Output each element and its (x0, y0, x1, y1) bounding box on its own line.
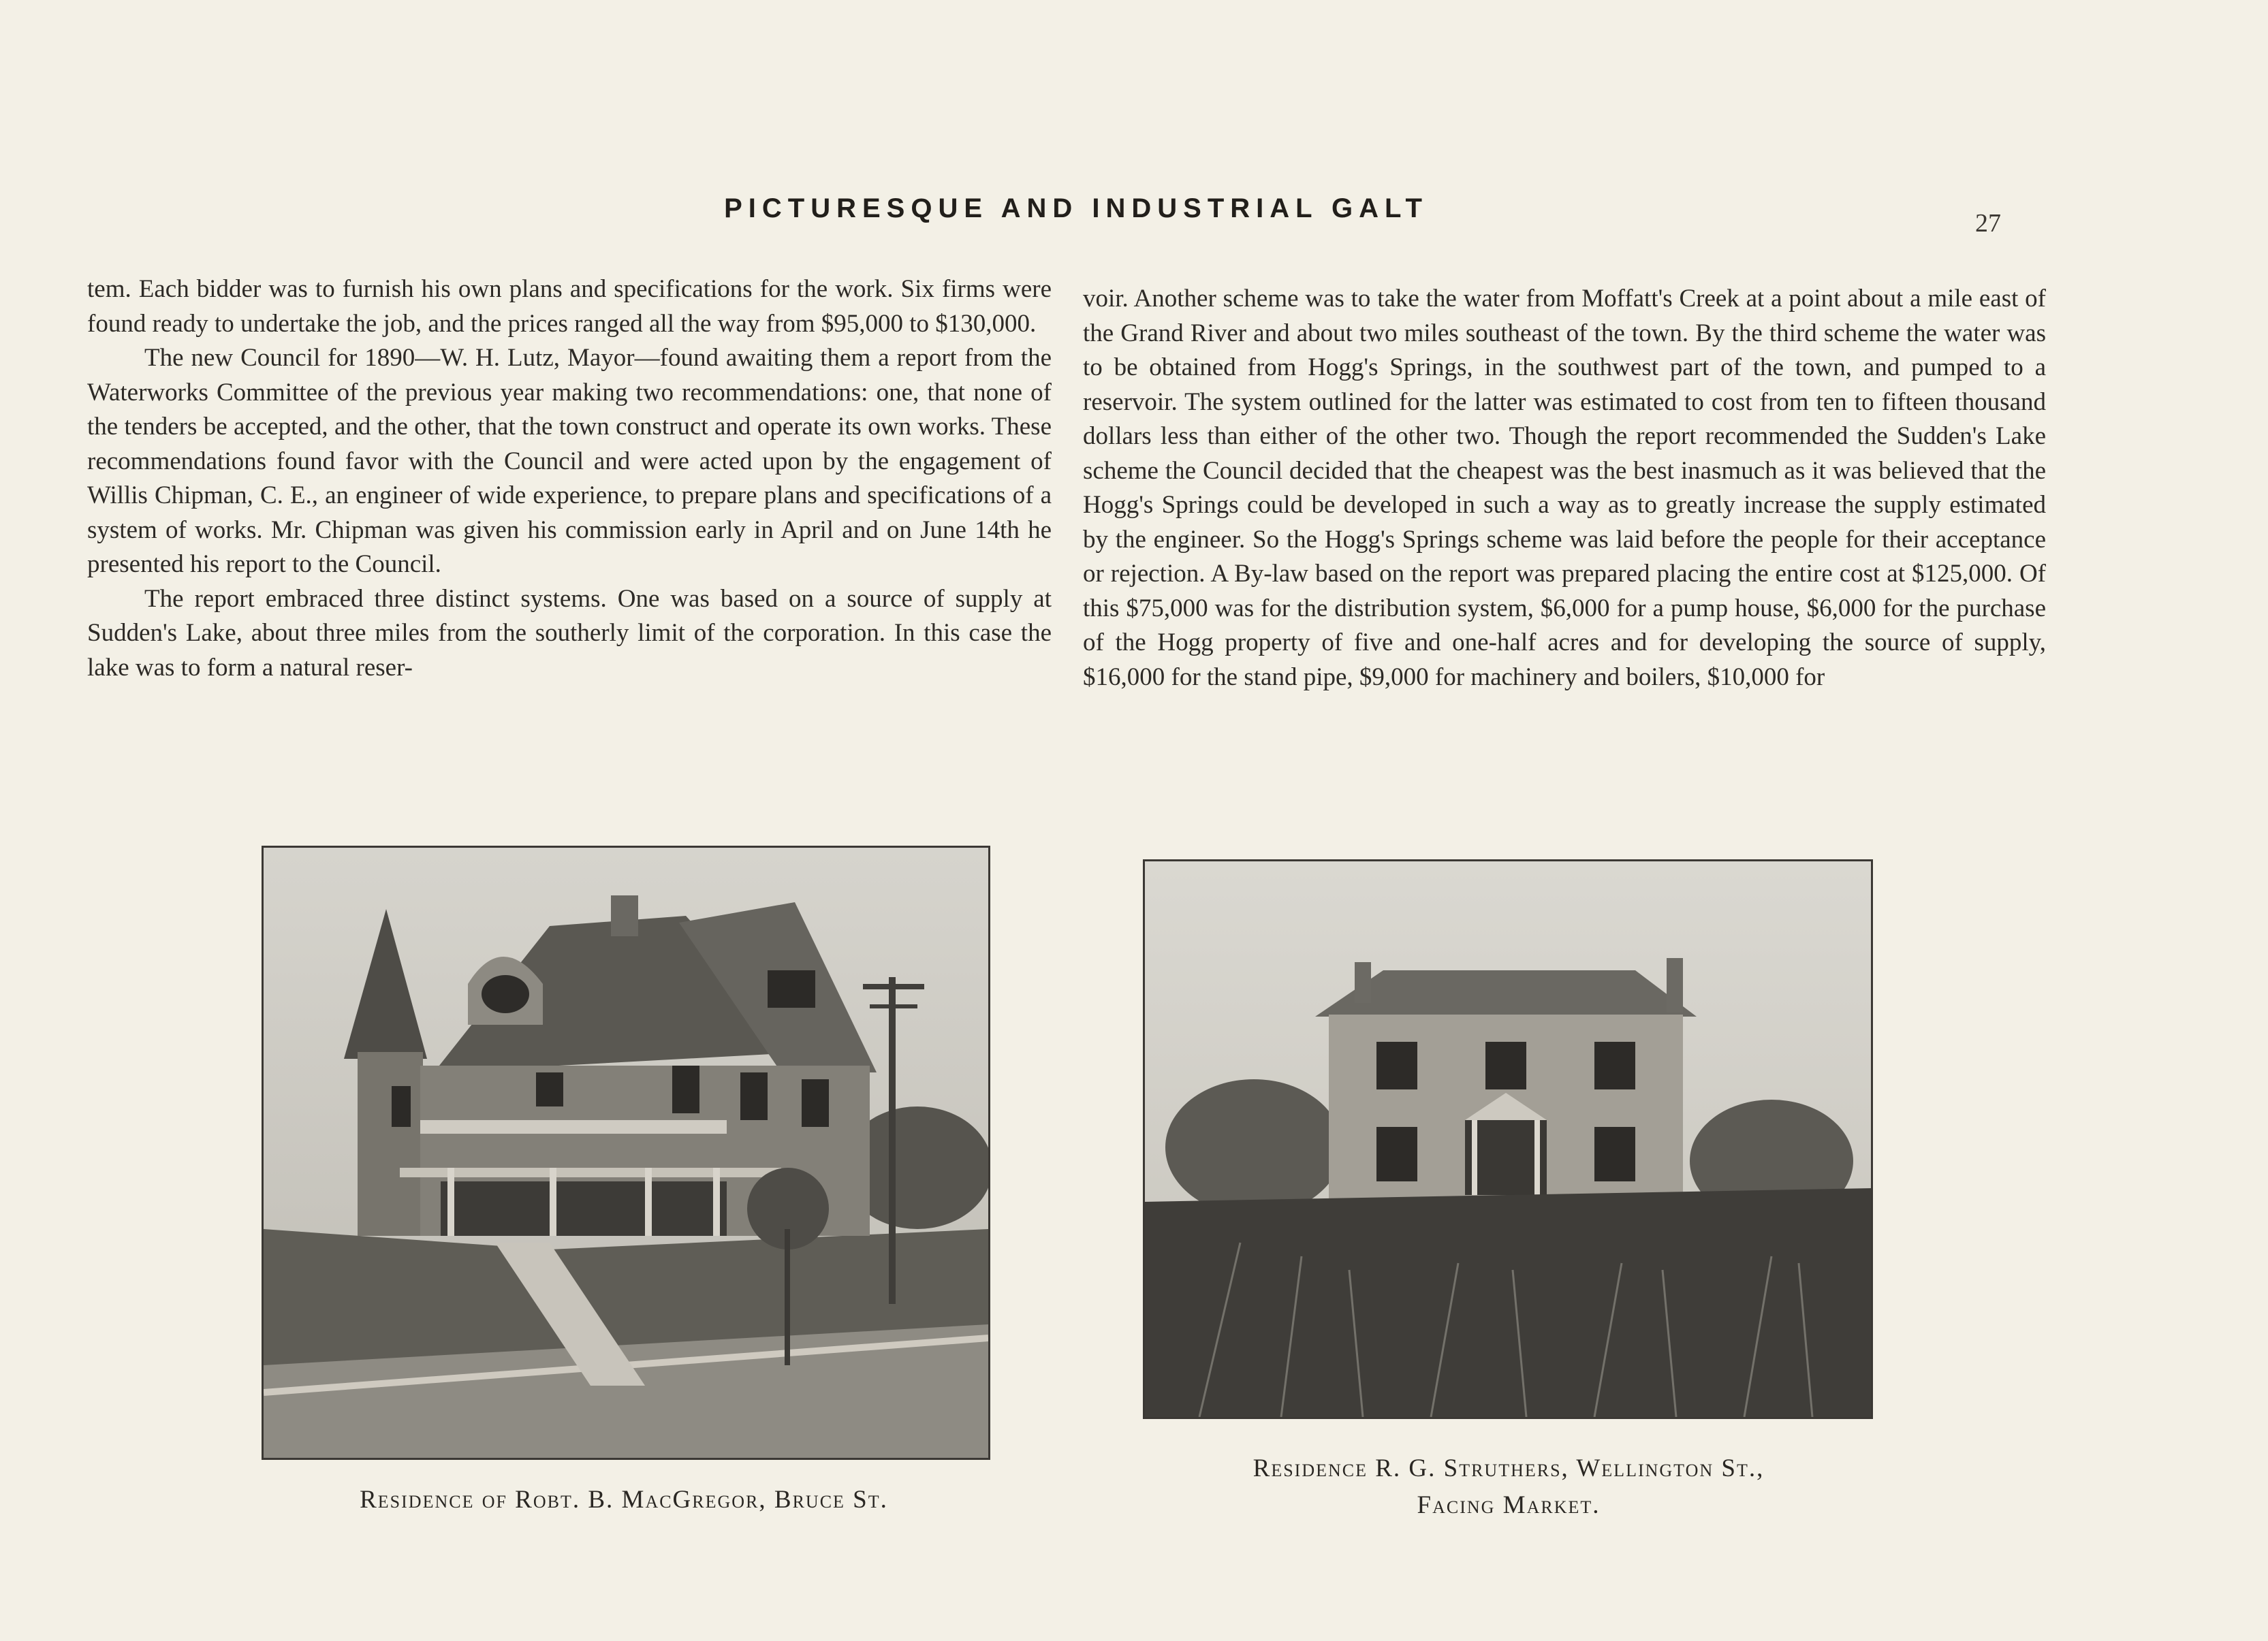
paragraph: voir. Another scheme was to take the water from Moffatt's Creek at a point about a mile east of the Grand River and about two miles southeast of the town. By the third scheme the water was to be obtained from Hogg's Springs, in the southwest part of the town, and pumped to a reservoir. The system outlined for the latter was estimated to cost from ten to fifteen thousand dollars less than either of the other two. Though the report recommended the Sudden's Lake scheme the Council decided that the cheapest was the best inasmuch as it was believed that the Hogg's Springs could be developed in such a way as to greatly increase the supply estimated by the engineer. So the Hogg's Springs scheme was laid before the people for their acceptance or rejection. A By-law based on the report was prepared placing the entire cost at $125,000. Of this $75,000 was for the distribution system, $6,000 for a pump house, $6,000 for the purchase of the Hogg property of five and one-half acres and for developing the source of supply, $16,000 for the stand pipe, $9,000 for machinery and boilers, $10,000 for (1083, 285, 2046, 691)
caption-line: Facing Market. (1417, 1491, 1601, 1519)
page-number: 27 (1975, 209, 2001, 238)
paragraph: The new Council for 1890—W. H. Lutz, Mayor—found awaiting them a report from the Waterworks Committee of the previous year making two recommendations: one, that none of the tenders be accepted, and the other, that the town construct and operate its own works. These recommendations found favor with the Council and were acted upon by the engagement of Willis Chipman, C. E., an engineer of wide experience, to prepare plans and specifications of a system of works. Mr. Chipman was given his commission early in April and on June 14th he presented his report to the Council. (87, 344, 1052, 578)
struthers-photo-caption (1090, 1450, 1927, 1524)
struthers-residence-photo (1143, 859, 1873, 1419)
macgregor-residence-photo (262, 846, 990, 1460)
house-illustration (1145, 861, 1871, 1417)
left-text-column (87, 272, 1052, 685)
paragraph: tem. Each bidder was to furnish his own plans and specifications for the work. Six firms were found ready to undertake the job, and the prices ranged all the way from $95,000 to $130,000. (87, 275, 1052, 338)
house-illustration (264, 848, 988, 1458)
caption-line: Residence R. G. Struthers, Wellington St., (1253, 1454, 1765, 1482)
paragraph: The report embraced three distinct systems. One was based on a source of supply at Sudden's Lake, about three miles from the southerly limit of the corporation. In this case the lake was to form a natural reser- (87, 584, 1052, 682)
macgregor-photo-caption: Residence of Robt. B. MacGregor, Bruce St. (360, 1486, 888, 1514)
right-text-column (1083, 282, 2046, 695)
running-head: PICTURESQUE AND INDUSTRIAL GALT (724, 193, 1428, 223)
